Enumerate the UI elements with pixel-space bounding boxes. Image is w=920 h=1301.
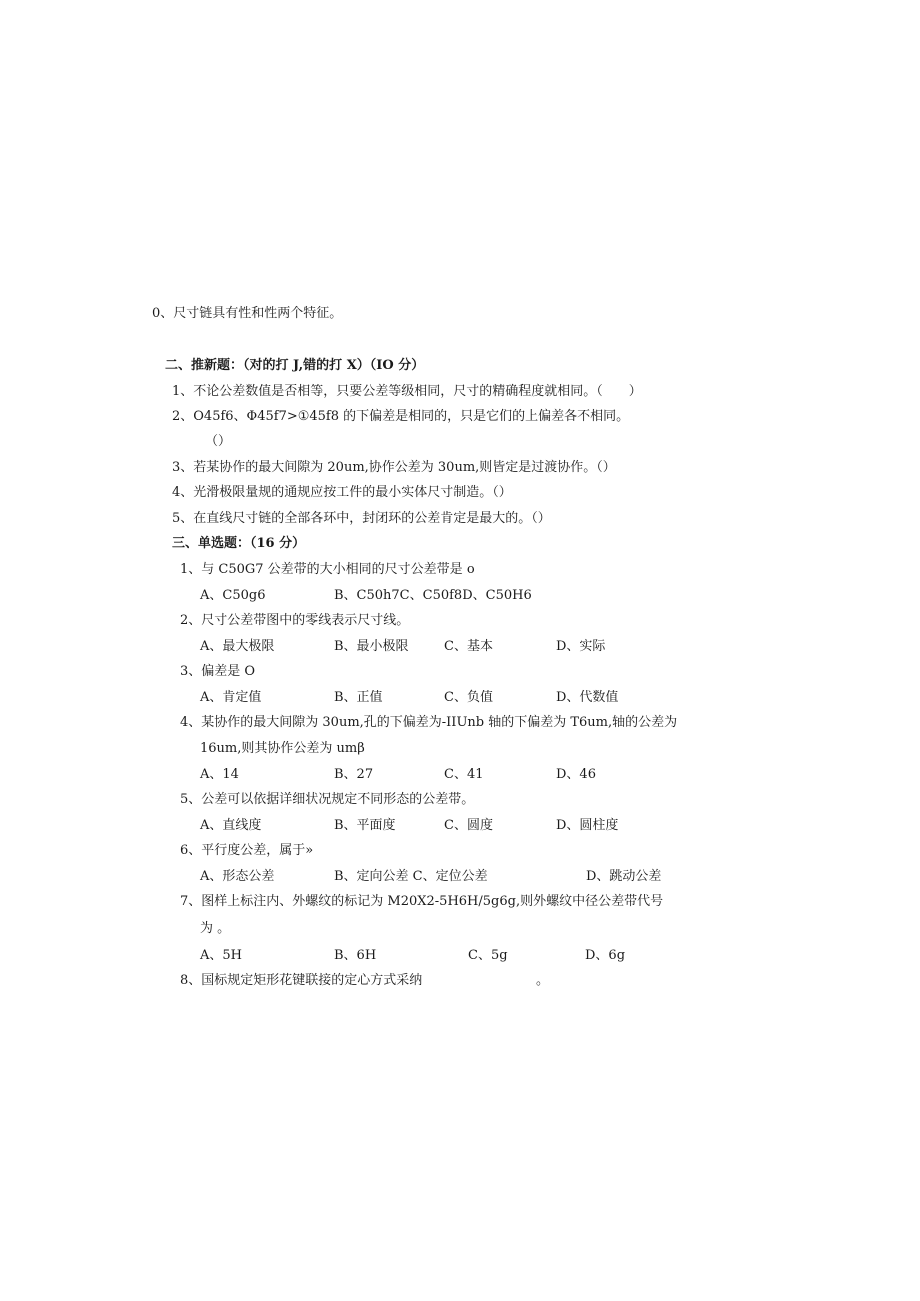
mc-7-option-a: A、5H (200, 948, 242, 963)
mc-5-option-a: A、直线度 (200, 818, 262, 833)
mc-5-option-c: C、圆度 (444, 818, 493, 833)
section-3-heading: 三、单选题：（16 分） (172, 536, 306, 551)
mc-2-option-b: B、最小极限 (334, 639, 409, 654)
mc-question-6: 6、平行度公差，属于» (180, 843, 314, 858)
tf-question-4: 4、光滑极限量规的通规应按工件的最小实体尺寸制造。（） (172, 485, 512, 500)
mc-1-option-a: A、C50g6 (200, 588, 266, 603)
mc-5-option-b: B、平面度 (334, 818, 396, 833)
mc-question-4: 4、某协作的最大间隙为 30um,孔的下偏差为-IIUnb 轴的下偏差为 T6um,轴的公差为 (180, 715, 678, 730)
mc-1-option-bcd: B、C50h7C、C50f8D、C50H6 (334, 588, 532, 603)
mc-question-7-cont: 为 。 (200, 921, 231, 936)
mc-4-option-a: A、14 (200, 767, 239, 782)
tf-question-2: 2、O45f6、Φ45f7>①45f8 的下偏差是相同的，只是它们的上偏差各不相同。 (172, 409, 630, 424)
mc-7-option-c: C、5g (468, 948, 508, 963)
mc-3-option-c: C、负值 (444, 690, 493, 705)
mc-question-8-end: 。 (536, 973, 550, 988)
mc-3-option-a: A、肯定值 (200, 690, 262, 705)
mc-7-option-d: D、6g (585, 948, 626, 963)
mc-4-option-b: B、27 (334, 767, 374, 782)
mc-7-option-b: B、6H (334, 948, 377, 963)
mc-question-8: 8、国标规定矩形花键联接的定心方式采纳 (180, 973, 423, 988)
tf-question-3: 3、若某协作的最大间隙为 20um,协作公差为 30um,则皆定是过渡协作。（） (172, 460, 616, 475)
mc-question-5: 5、公差可以依据详细状况规定不同形态的公差带。 (180, 792, 475, 807)
mc-2-option-c: C、基本 (444, 639, 493, 654)
mc-5-option-d: D、圆柱度 (556, 818, 619, 833)
mc-question-1: 1、与 C50G7 公差带的大小相同的尺寸公差带是 o (180, 562, 475, 577)
mc-2-option-d: D、实际 (556, 639, 606, 654)
mc-3-option-b: B、正值 (334, 690, 383, 705)
mc-6-option-d: D、跳动公差 (586, 869, 662, 884)
tf-question-2-bracket: （） (205, 434, 232, 449)
mc-6-option-a: A、形态公差 (200, 869, 275, 884)
mc-4-option-d: D、46 (556, 767, 596, 782)
mc-4-option-c: C、41 (444, 767, 484, 782)
question-0: 0、尺寸链具有性和性两个特征。 (152, 306, 343, 321)
mc-2-option-a: A、最大极限 (200, 639, 275, 654)
mc-question-3: 3、偏差是 O (180, 664, 256, 679)
mc-question-7: 7、图样上标注内、外螺纹的标记为 M20X2-5H6H∕5g6g,则外螺纹中径公差带代号 (180, 894, 664, 909)
mc-question-2: 2、尺寸公差带图中的零线表示尺寸线。 (180, 613, 410, 628)
mc-question-4-cont: 16um,则其协作公差为 umβ (200, 741, 365, 756)
tf-question-1: 1、不论公差数值是否相等，只要公差等级相同，尺寸的精确程度就相同。（ ） (172, 384, 642, 399)
mc-3-option-d: D、代数值 (556, 690, 619, 705)
tf-question-5: 5、在直线尺寸链的全部各环中，封闭环的公差肯定是最大的。（） (172, 511, 551, 526)
mc-6-option-bc: B、定向公差 C、定位公差 (334, 869, 488, 884)
section-2-heading: 二、推新题：（对的打 J,错的打 X）（IO 分） (165, 358, 425, 373)
